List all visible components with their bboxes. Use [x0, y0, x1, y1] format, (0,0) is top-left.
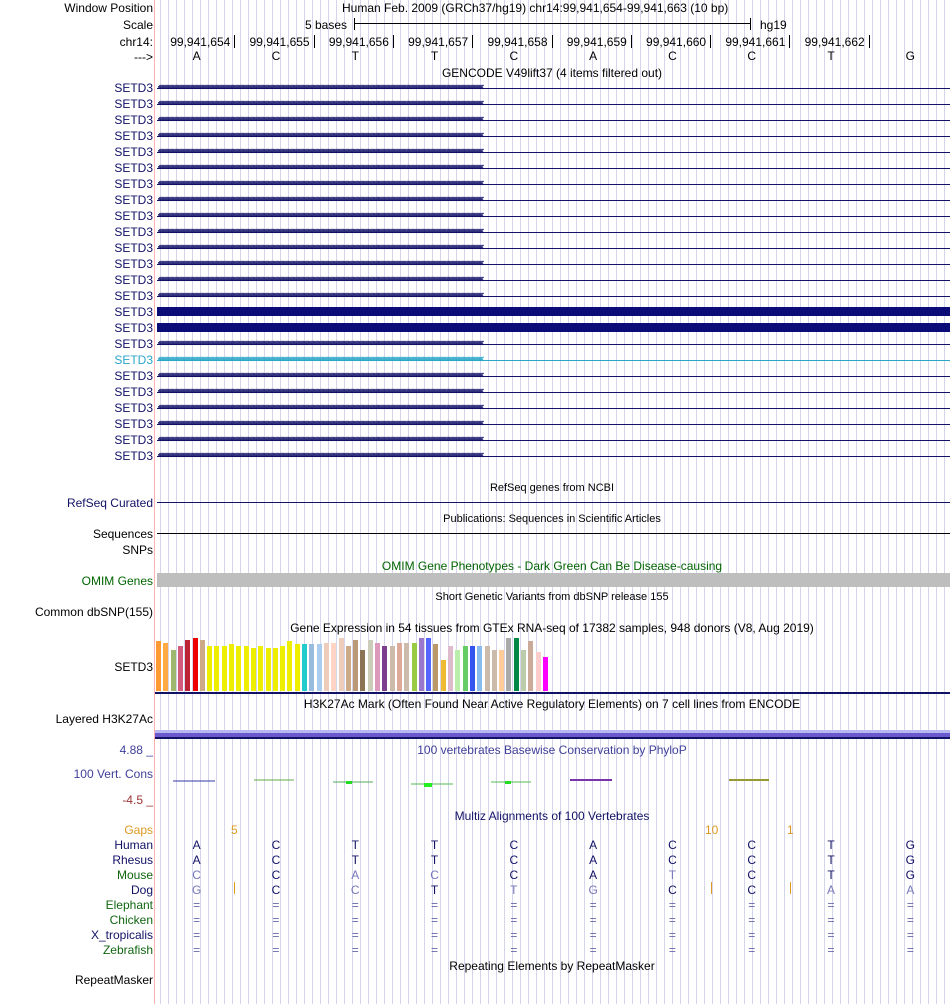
gap-number-2: 10: [705, 823, 719, 837]
alignment-base: =: [431, 928, 439, 942]
alignment-base: =: [589, 943, 597, 957]
alignment-base: C: [271, 853, 281, 867]
repeatmasker-label[interactable]: RepeatMasker: [74, 973, 153, 987]
gtex-tissue-bar[interactable]: [528, 641, 533, 691]
gtex-tissue-bar[interactable]: [317, 644, 322, 691]
phylop-graph[interactable]: [155, 772, 950, 790]
alignment-base: T: [430, 838, 439, 852]
alignment-base: G: [588, 883, 598, 897]
gtex-tissue-bar[interactable]: [229, 644, 234, 691]
alignment-base: =: [748, 913, 756, 927]
alignment-base: =: [668, 898, 676, 912]
gtex-tissue-bar[interactable]: [185, 640, 190, 691]
gtex-tissue-bar[interactable]: [171, 650, 176, 691]
alignment-base: =: [827, 928, 835, 942]
gtex-tissue-bar[interactable]: [324, 643, 329, 691]
gtex-baseline: [155, 692, 950, 694]
alignment-base: =: [827, 898, 835, 912]
alignment-base: =: [510, 928, 518, 942]
sequence-base: C: [668, 49, 677, 63]
gtex-tissue-bar[interactable]: [390, 646, 395, 691]
alignment-base: =: [906, 928, 914, 942]
omim-track-title[interactable]: OMIM Gene Phenotypes - Dark Green Can Be Disease-causing: [381, 559, 723, 573]
dbsnp-track-title[interactable]: Short Genetic Variants from dbSNP release 155: [435, 591, 669, 603]
gtex-tissue-bar[interactable]: [426, 638, 431, 691]
alignment-base: =: [668, 913, 676, 927]
alignment-base: =: [272, 928, 280, 942]
gap-number-3: 1: [787, 823, 794, 837]
alignment-base: C: [747, 838, 757, 852]
gencode-intron-line[interactable]: ‹‹‹‹‹‹‹‹‹‹‹‹‹‹‹‹‹‹‹‹‹‹‹‹‹‹‹‹‹‹‹‹‹‹‹‹‹‹‹‹‹‹‹‹‹‹‹‹‹‹‹‹‹‹‹‹‹‹‹‹‹‹‹‹‹‹‹‹‹‹‹‹‹‹‹‹‹‹‹‹‹‹‹‹‹‹‹‹‹‹‹‹‹‹‹‹‹‹‹‹‹‹‹‹‹‹‹‹‹‹‹‹‹‹‹‹‹‹‹‹‹‹‹‹‹‹‹‹‹‹‹‹‹‹‹‹‹‹‹‹‹‹‹‹‹‹‹‹‹‹‹‹‹‹‹‹‹‹‹‹‹‹‹‹‹‹‹‹‹‹‹‹‹‹‹‹‹‹‹‹‹‹‹‹‹‹‹‹‹‹‹‹‹‹‹‹‹‹‹‹‹‹‹‹‹‹‹‹‹‹‹‹‹‹‹‹‹‹‹‹‹‹‹‹‹‹‹‹‹‹‹‹‹‹‹‹‹‹‹‹‹‹‹‹‹‹‹‹‹‹‹‹‹‹‹‹‹‹‹‹: [157, 418, 950, 430]
alignment-base: =: [668, 943, 676, 957]
phylop-track-title[interactable]: 100 vertebrates Basewise Conservation by PhyloP: [417, 743, 687, 757]
h3k27ac-layer-3: [155, 737, 950, 739]
alignment-base: C: [509, 853, 519, 867]
gencode-gene-label[interactable]: SETD3: [114, 321, 153, 335]
alignment-base: T: [827, 868, 835, 882]
gencode-track-title[interactable]: GENCODE V49lift37 (4 items filtered out): [441, 66, 663, 80]
gencode-intron-line[interactable]: ‹‹‹‹‹‹‹‹‹‹‹‹‹‹‹‹‹‹‹‹‹‹‹‹‹‹‹‹‹‹‹‹‹‹‹‹‹‹‹‹‹‹‹‹‹‹‹‹‹‹‹‹‹‹‹‹‹‹‹‹‹‹‹‹‹‹‹‹‹‹‹‹‹‹‹‹‹‹‹‹‹‹‹‹‹‹‹‹‹‹‹‹‹‹‹‹‹‹‹‹‹‹‹‹‹‹‹‹‹‹‹‹‹‹‹‹‹‹‹‹‹‹‹‹‹‹‹‹‹‹‹‹‹‹‹‹‹‹‹‹‹‹‹‹‹‹‹‹‹‹‹‹‹‹‹‹‹‹‹‹‹‹‹‹‹‹‹‹‹‹‹‹‹‹‹‹‹‹‹‹‹‹‹‹‹‹‹‹‹‹‹‹‹‹‹‹‹‹‹‹‹‹‹‹‹‹‹‹‹‹‹‹‹‹‹‹‹‹‹‹‹‹‹‹‹‹‹‹‹‹‹‹‹‹‹‹‹‹‹‹‹‹‹‹‹‹‹‹‹‹‹‹‹‹‹‹‹‹‹‹: [157, 162, 950, 174]
gtex-tissue-bar[interactable]: [178, 646, 183, 691]
omim-feature-bar[interactable]: [157, 573, 950, 587]
position-tick-label: 99,941,654: [170, 35, 231, 49]
alignment-base: G: [905, 838, 916, 852]
alignment-base: C: [668, 883, 677, 897]
gtex-tissue-bar[interactable]: [266, 648, 271, 691]
gencode-intron-line[interactable]: ‹‹‹‹‹‹‹‹‹‹‹‹‹‹‹‹‹‹‹‹‹‹‹‹‹‹‹‹‹‹‹‹‹‹‹‹‹‹‹‹‹‹‹‹‹‹‹‹‹‹‹‹‹‹‹‹‹‹‹‹‹‹‹‹‹‹‹‹‹‹‹‹‹‹‹‹‹‹‹‹‹‹‹‹‹‹‹‹‹‹‹‹‹‹‹‹‹‹‹‹‹‹‹‹‹‹‹‹‹‹‹‹‹‹‹‹‹‹‹‹‹‹‹‹‹‹‹‹‹‹‹‹‹‹‹‹‹‹‹‹‹‹‹‹‹‹‹‹‹‹‹‹‹‹‹‹‹‹‹‹‹‹‹‹‹‹‹‹‹‹‹‹‹‹‹‹‹‹‹‹‹‹‹‹‹‹‹‹‹‹‹‹‹‹‹‹‹‹‹‹‹‹‹‹‹‹‹‹‹‹‹‹‹‹‹‹‹‹‹‹‹‹‹‹‹‹‹‹‹‹‹‹‹‹‹‹‹‹‹‹‹‹‹‹‹‹‹‹‹‹‹‹‹‹‹‹‹‹‹‹: [157, 242, 950, 254]
dbsnp-label[interactable]: Common dbSNP(155): [34, 605, 153, 619]
gencode-gene-label[interactable]: SETD3: [114, 305, 153, 319]
gtex-tissue-bar[interactable]: [244, 646, 249, 691]
phylop-label[interactable]: 100 Vert. Cons: [73, 767, 153, 781]
gencode-gene-label[interactable]: SETD3: [114, 145, 153, 159]
window-position-label: Window Position: [64, 1, 153, 15]
position-tick-label: 99,941,658: [487, 35, 548, 49]
alignment-base: A: [192, 838, 201, 852]
gtex-tissue-bar[interactable]: [258, 646, 263, 691]
gtex-tissue-bar[interactable]: [521, 650, 526, 691]
gtex-tissue-bar[interactable]: [492, 650, 497, 691]
alignment-base: =: [510, 898, 518, 912]
alignment-base: =: [589, 928, 597, 942]
alignment-base: C: [271, 868, 281, 882]
scale-bar-right-tick: [750, 18, 751, 30]
strand-label: --->: [134, 50, 153, 64]
sequence-base: A: [589, 49, 598, 63]
gencode-intron-line[interactable]: ‹‹‹‹‹‹‹‹‹‹‹‹‹‹‹‹‹‹‹‹‹‹‹‹‹‹‹‹‹‹‹‹‹‹‹‹‹‹‹‹‹‹‹‹‹‹‹‹‹‹‹‹‹‹‹‹‹‹‹‹‹‹‹‹‹‹‹‹‹‹‹‹‹‹‹‹‹‹‹‹‹‹‹‹‹‹‹‹‹‹‹‹‹‹‹‹‹‹‹‹‹‹‹‹‹‹‹‹‹‹‹‹‹‹‹‹‹‹‹‹‹‹‹‹‹‹‹‹‹‹‹‹‹‹‹‹‹‹‹‹‹‹‹‹‹‹‹‹‹‹‹‹‹‹‹‹‹‹‹‹‹‹‹‹‹‹‹‹‹‹‹‹‹‹‹‹‹‹‹‹‹‹‹‹‹‹‹‹‹‹‹‹‹‹‹‹‹‹‹‹‹‹‹‹‹‹‹‹‹‹‹‹‹‹‹‹‹‹‹‹‹‹‹‹‹‹‹‹‹‹‹‹‹‹‹‹‹‹‹‹‹‹‹‹‹‹‹‹‹‹‹‹‹‹‹‹‹‹‹‹: [157, 210, 950, 222]
gtex-tissue-bar[interactable]: [485, 646, 490, 691]
gtex-tissue-bar[interactable]: [368, 640, 373, 691]
position-tick-label: 99,941,660: [646, 35, 707, 49]
species-label-human[interactable]: Human: [114, 838, 153, 852]
gencode-gene-label[interactable]: SETD3: [114, 289, 153, 303]
dog-insertion-3: [790, 882, 791, 894]
alignment-base: =: [351, 928, 359, 942]
alignment-base: =: [272, 913, 280, 927]
snps-label[interactable]: SNPs: [122, 543, 153, 557]
gencode-gene-label[interactable]: SETD3: [114, 433, 153, 447]
gencode-gene-label[interactable]: SETD3: [114, 273, 153, 287]
label-divider: [154, 0, 155, 1004]
gencode-intron-line[interactable]: ‹‹‹‹‹‹‹‹‹‹‹‹‹‹‹‹‹‹‹‹‹‹‹‹‹‹‹‹‹‹‹‹‹‹‹‹‹‹‹‹‹‹‹‹‹‹‹‹‹‹‹‹‹‹‹‹‹‹‹‹‹‹‹‹‹‹‹‹‹‹‹‹‹‹‹‹‹‹‹‹‹‹‹‹‹‹‹‹‹‹‹‹‹‹‹‹‹‹‹‹‹‹‹‹‹‹‹‹‹‹‹‹‹‹‹‹‹‹‹‹‹‹‹‹‹‹‹‹‹‹‹‹‹‹‹‹‹‹‹‹‹‹‹‹‹‹‹‹‹‹‹‹‹‹‹‹‹‹‹‹‹‹‹‹‹‹‹‹‹‹‹‹‹‹‹‹‹‹‹‹‹‹‹‹‹‹‹‹‹‹‹‹‹‹‹‹‹‹‹‹‹‹‹‹‹‹‹‹‹‹‹‹‹‹‹‹‹‹‹‹‹‹‹‹‹‹‹‹‹‹‹‹‹‹‹‹‹‹‹‹‹‹‹‹‹‹‹‹‹‹‹‹‹‹‹‹‹‹‹‹: [157, 194, 950, 206]
dog-insertion-1: [234, 882, 235, 894]
gencode-intron-line[interactable]: ‹‹‹‹‹‹‹‹‹‹‹‹‹‹‹‹‹‹‹‹‹‹‹‹‹‹‹‹‹‹‹‹‹‹‹‹‹‹‹‹‹‹‹‹‹‹‹‹‹‹‹‹‹‹‹‹‹‹‹‹‹‹‹‹‹‹‹‹‹‹‹‹‹‹‹‹‹‹‹‹‹‹‹‹‹‹‹‹‹‹‹‹‹‹‹‹‹‹‹‹‹‹‹‹‹‹‹‹‹‹‹‹‹‹‹‹‹‹‹‹‹‹‹‹‹‹‹‹‹‹‹‹‹‹‹‹‹‹‹‹‹‹‹‹‹‹‹‹‹‹‹‹‹‹‹‹‹‹‹‹‹‹‹‹‹‹‹‹‹‹‹‹‹‹‹‹‹‹‹‹‹‹‹‹‹‹‹‹‹‹‹‹‹‹‹‹‹‹‹‹‹‹‹‹‹‹‹‹‹‹‹‹‹‹‹‹‹‹‹‹‹‹‹‹‹‹‹‹‹‹‹‹‹‹‹‹‹‹‹‹‹‹‹‹‹‹‹‹‹‹‹‹‹‹‹‹‹‹‹‹: [157, 354, 950, 366]
publications-feature-line[interactable]: [157, 533, 950, 534]
gencode-gene-label[interactable]: SETD3: [114, 401, 153, 415]
sequence-base: T: [351, 49, 359, 63]
position-tick-label: 99,941,656: [328, 35, 389, 49]
alignment-base: =: [827, 913, 835, 927]
sequence-base: T: [430, 49, 439, 63]
gtex-tissue-bar[interactable]: [353, 640, 358, 691]
alignment-base: =: [748, 943, 756, 957]
gencode-intron-line[interactable]: ‹‹‹‹‹‹‹‹‹‹‹‹‹‹‹‹‹‹‹‹‹‹‹‹‹‹‹‹‹‹‹‹‹‹‹‹‹‹‹‹‹‹‹‹‹‹‹‹‹‹‹‹‹‹‹‹‹‹‹‹‹‹‹‹‹‹‹‹‹‹‹‹‹‹‹‹‹‹‹‹‹‹‹‹‹‹‹‹‹‹‹‹‹‹‹‹‹‹‹‹‹‹‹‹‹‹‹‹‹‹‹‹‹‹‹‹‹‹‹‹‹‹‹‹‹‹‹‹‹‹‹‹‹‹‹‹‹‹‹‹‹‹‹‹‹‹‹‹‹‹‹‹‹‹‹‹‹‹‹‹‹‹‹‹‹‹‹‹‹‹‹‹‹‹‹‹‹‹‹‹‹‹‹‹‹‹‹‹‹‹‹‹‹‹‹‹‹‹‹‹‹‹‹‹‹‹‹‹‹‹‹‹‹‹‹‹‹‹‹‹‹‹‹‹‹‹‹‹‹‹‹‹‹‹‹‹‹‹‹‹‹‹‹‹‹‹‹‹‹‹‹‹‹‹‹‹‹‹‹‹: [157, 98, 950, 110]
species-label-x_tropicalis[interactable]: X_tropicalis: [90, 928, 153, 942]
alignment-base: =: [272, 898, 280, 912]
alignment-base: =: [510, 943, 518, 957]
gencode-gene-label[interactable]: SETD3: [114, 241, 153, 255]
position-tick-label: 99,941,662: [804, 35, 865, 49]
gencode-intron-line[interactable]: ‹‹‹‹‹‹‹‹‹‹‹‹‹‹‹‹‹‹‹‹‹‹‹‹‹‹‹‹‹‹‹‹‹‹‹‹‹‹‹‹‹‹‹‹‹‹‹‹‹‹‹‹‹‹‹‹‹‹‹‹‹‹‹‹‹‹‹‹‹‹‹‹‹‹‹‹‹‹‹‹‹‹‹‹‹‹‹‹‹‹‹‹‹‹‹‹‹‹‹‹‹‹‹‹‹‹‹‹‹‹‹‹‹‹‹‹‹‹‹‹‹‹‹‹‹‹‹‹‹‹‹‹‹‹‹‹‹‹‹‹‹‹‹‹‹‹‹‹‹‹‹‹‹‹‹‹‹‹‹‹‹‹‹‹‹‹‹‹‹‹‹‹‹‹‹‹‹‹‹‹‹‹‹‹‹‹‹‹‹‹‹‹‹‹‹‹‹‹‹‹‹‹‹‹‹‹‹‹‹‹‹‹‹‹‹‹‹‹‹‹‹‹‹‹‹‹‹‹‹‹‹‹‹‹‹‹‹‹‹‹‹‹‹‹‹‹‹‹‹‹‹‹‹‹‹‹‹‹‹‹: [157, 82, 950, 94]
alignment-base: =: [589, 913, 597, 927]
sequence-base: C: [509, 49, 519, 63]
scale-bar-left-tick: [354, 18, 355, 30]
gencode-intron-line[interactable]: ‹‹‹‹‹‹‹‹‹‹‹‹‹‹‹‹‹‹‹‹‹‹‹‹‹‹‹‹‹‹‹‹‹‹‹‹‹‹‹‹‹‹‹‹‹‹‹‹‹‹‹‹‹‹‹‹‹‹‹‹‹‹‹‹‹‹‹‹‹‹‹‹‹‹‹‹‹‹‹‹‹‹‹‹‹‹‹‹‹‹‹‹‹‹‹‹‹‹‹‹‹‹‹‹‹‹‹‹‹‹‹‹‹‹‹‹‹‹‹‹‹‹‹‹‹‹‹‹‹‹‹‹‹‹‹‹‹‹‹‹‹‹‹‹‹‹‹‹‹‹‹‹‹‹‹‹‹‹‹‹‹‹‹‹‹‹‹‹‹‹‹‹‹‹‹‹‹‹‹‹‹‹‹‹‹‹‹‹‹‹‹‹‹‹‹‹‹‹‹‹‹‹‹‹‹‹‹‹‹‹‹‹‹‹‹‹‹‹‹‹‹‹‹‹‹‹‹‹‹‹‹‹‹‹‹‹‹‹‹‹‹‹‹‹‹‹‹‹‹‹‹‹‹‹‹‹‹‹‹‹: [157, 178, 950, 190]
gtex-tissue-bar[interactable]: [397, 643, 402, 691]
assembly-position-text[interactable]: Human Feb. 2009 (GRCh37/hg19) chr14:99,941,654-99,941,663 (10 bp): [342, 1, 729, 15]
gencode-gene-label[interactable]: SETD3: [114, 337, 153, 351]
phylop-peak-5: [505, 781, 511, 784]
species-label-zebrafish[interactable]: Zebrafish: [102, 943, 153, 957]
sequence-base: T: [827, 49, 835, 63]
publications-label[interactable]: Sequences: [92, 527, 153, 541]
gtex-tissue-bar[interactable]: [302, 644, 307, 691]
gtex-tissue-bar[interactable]: [346, 646, 351, 691]
alignment-base: C: [192, 868, 201, 882]
multiz-track-title[interactable]: Multiz Alignments of 100 Vertebrates: [454, 809, 650, 823]
dog-insertion-2: [711, 882, 712, 894]
gencode-intron-line[interactable]: ‹‹‹‹‹‹‹‹‹‹‹‹‹‹‹‹‹‹‹‹‹‹‹‹‹‹‹‹‹‹‹‹‹‹‹‹‹‹‹‹‹‹‹‹‹‹‹‹‹‹‹‹‹‹‹‹‹‹‹‹‹‹‹‹‹‹‹‹‹‹‹‹‹‹‹‹‹‹‹‹‹‹‹‹‹‹‹‹‹‹‹‹‹‹‹‹‹‹‹‹‹‹‹‹‹‹‹‹‹‹‹‹‹‹‹‹‹‹‹‹‹‹‹‹‹‹‹‹‹‹‹‹‹‹‹‹‹‹‹‹‹‹‹‹‹‹‹‹‹‹‹‹‹‹‹‹‹‹‹‹‹‹‹‹‹‹‹‹‹‹‹‹‹‹‹‹‹‹‹‹‹‹‹‹‹‹‹‹‹‹‹‹‹‹‹‹‹‹‹‹‹‹‹‹‹‹‹‹‹‹‹‹‹‹‹‹‹‹‹‹‹‹‹‹‹‹‹‹‹‹‹‹‹‹‹‹‹‹‹‹‹‹‹‹‹‹‹‹‹‹‹‹‹‹‹‹‹‹‹‹: [157, 450, 950, 462]
phylop-min-label: -4.5 _: [122, 793, 153, 807]
gencode-intron-line[interactable]: ‹‹‹‹‹‹‹‹‹‹‹‹‹‹‹‹‹‹‹‹‹‹‹‹‹‹‹‹‹‹‹‹‹‹‹‹‹‹‹‹‹‹‹‹‹‹‹‹‹‹‹‹‹‹‹‹‹‹‹‹‹‹‹‹‹‹‹‹‹‹‹‹‹‹‹‹‹‹‹‹‹‹‹‹‹‹‹‹‹‹‹‹‹‹‹‹‹‹‹‹‹‹‹‹‹‹‹‹‹‹‹‹‹‹‹‹‹‹‹‹‹‹‹‹‹‹‹‹‹‹‹‹‹‹‹‹‹‹‹‹‹‹‹‹‹‹‹‹‹‹‹‹‹‹‹‹‹‹‹‹‹‹‹‹‹‹‹‹‹‹‹‹‹‹‹‹‹‹‹‹‹‹‹‹‹‹‹‹‹‹‹‹‹‹‹‹‹‹‹‹‹‹‹‹‹‹‹‹‹‹‹‹‹‹‹‹‹‹‹‹‹‹‹‹‹‹‹‹‹‹‹‹‹‹‹‹‹‹‹‹‹‹‹‹‹‹‹‹‹‹‹‹‹‹‹‹‹‹‹‹: [157, 146, 950, 158]
scale-label: Scale: [122, 18, 153, 32]
alignment-base: C: [747, 868, 757, 882]
gencode-gene-label[interactable]: SETD3: [114, 129, 153, 143]
species-label-dog[interactable]: Dog: [130, 883, 153, 897]
phylop-peak-3: [346, 781, 352, 784]
alignment-base: =: [906, 943, 914, 957]
gencode-gene-label[interactable]: SETD3: [114, 113, 153, 127]
h3k27ac-label[interactable]: Layered H3K27Ac: [55, 712, 153, 726]
gencode-gene-label[interactable]: SETD3: [114, 257, 153, 271]
gtex-tissue-bar[interactable]: [360, 650, 365, 691]
gencode-gene-label[interactable]: SETD3: [114, 177, 153, 191]
alignment-base: G: [905, 868, 916, 882]
alignment-base: C: [668, 838, 677, 852]
publications-track-title[interactable]: Publications: Sequences in Scientific Articles: [443, 513, 661, 525]
gtex-expression-chart[interactable]: [156, 638, 556, 691]
gencode-intron-line[interactable]: ‹‹‹‹‹‹‹‹‹‹‹‹‹‹‹‹‹‹‹‹‹‹‹‹‹‹‹‹‹‹‹‹‹‹‹‹‹‹‹‹‹‹‹‹‹‹‹‹‹‹‹‹‹‹‹‹‹‹‹‹‹‹‹‹‹‹‹‹‹‹‹‹‹‹‹‹‹‹‹‹‹‹‹‹‹‹‹‹‹‹‹‹‹‹‹‹‹‹‹‹‹‹‹‹‹‹‹‹‹‹‹‹‹‹‹‹‹‹‹‹‹‹‹‹‹‹‹‹‹‹‹‹‹‹‹‹‹‹‹‹‹‹‹‹‹‹‹‹‹‹‹‹‹‹‹‹‹‹‹‹‹‹‹‹‹‹‹‹‹‹‹‹‹‹‹‹‹‹‹‹‹‹‹‹‹‹‹‹‹‹‹‹‹‹‹‹‹‹‹‹‹‹‹‹‹‹‹‹‹‹‹‹‹‹‹‹‹‹‹‹‹‹‹‹‹‹‹‹‹‹‹‹‹‹‹‹‹‹‹‹‹‹‹‹‹‹‹‹‹‹‹‹‹‹‹‹‹‹‹‹: [157, 274, 950, 286]
gtex-tissue-bar[interactable]: [536, 652, 541, 691]
gencode-intron-line[interactable]: ‹‹‹‹‹‹‹‹‹‹‹‹‹‹‹‹‹‹‹‹‹‹‹‹‹‹‹‹‹‹‹‹‹‹‹‹‹‹‹‹‹‹‹‹‹‹‹‹‹‹‹‹‹‹‹‹‹‹‹‹‹‹‹‹‹‹‹‹‹‹‹‹‹‹‹‹‹‹‹‹‹‹‹‹‹‹‹‹‹‹‹‹‹‹‹‹‹‹‹‹‹‹‹‹‹‹‹‹‹‹‹‹‹‹‹‹‹‹‹‹‹‹‹‹‹‹‹‹‹‹‹‹‹‹‹‹‹‹‹‹‹‹‹‹‹‹‹‹‹‹‹‹‹‹‹‹‹‹‹‹‹‹‹‹‹‹‹‹‹‹‹‹‹‹‹‹‹‹‹‹‹‹‹‹‹‹‹‹‹‹‹‹‹‹‹‹‹‹‹‹‹‹‹‹‹‹‹‹‹‹‹‹‹‹‹‹‹‹‹‹‹‹‹‹‹‹‹‹‹‹‹‹‹‹‹‹‹‹‹‹‹‹‹‹‹‹‹‹‹‹‹‹‹‹‹‹‹‹‹‹: [157, 338, 950, 350]
alignment-base: =: [668, 928, 676, 942]
position-tick-label: 99,941,655: [249, 35, 310, 49]
phylop-max-label: 4.88 _: [119, 743, 153, 757]
gtex-tissue-bar[interactable]: [331, 643, 336, 691]
refseq-feature-line[interactable]: [157, 502, 950, 503]
alignment-base: =: [906, 913, 914, 927]
scale-bar: [354, 23, 750, 24]
gencode-gene-label[interactable]: SETD3: [114, 353, 153, 367]
gtex-tissue-bar[interactable]: [163, 643, 168, 691]
gtex-tissue-bar[interactable]: [236, 646, 241, 691]
species-label-chicken[interactable]: Chicken: [109, 913, 153, 927]
alignment-base: A: [589, 868, 598, 882]
alignment-base: =: [272, 943, 280, 957]
species-label-elephant[interactable]: Elephant: [105, 898, 153, 912]
gaps-label: Gaps: [124, 823, 153, 837]
gtex-tissue-bar[interactable]: [156, 641, 161, 691]
gtex-tissue-bar[interactable]: [455, 650, 460, 691]
gencode-intron-line[interactable]: ‹‹‹‹‹‹‹‹‹‹‹‹‹‹‹‹‹‹‹‹‹‹‹‹‹‹‹‹‹‹‹‹‹‹‹‹‹‹‹‹‹‹‹‹‹‹‹‹‹‹‹‹‹‹‹‹‹‹‹‹‹‹‹‹‹‹‹‹‹‹‹‹‹‹‹‹‹‹‹‹‹‹‹‹‹‹‹‹‹‹‹‹‹‹‹‹‹‹‹‹‹‹‹‹‹‹‹‹‹‹‹‹‹‹‹‹‹‹‹‹‹‹‹‹‹‹‹‹‹‹‹‹‹‹‹‹‹‹‹‹‹‹‹‹‹‹‹‹‹‹‹‹‹‹‹‹‹‹‹‹‹‹‹‹‹‹‹‹‹‹‹‹‹‹‹‹‹‹‹‹‹‹‹‹‹‹‹‹‹‹‹‹‹‹‹‹‹‹‹‹‹‹‹‹‹‹‹‹‹‹‹‹‹‹‹‹‹‹‹‹‹‹‹‹‹‹‹‹‹‹‹‹‹‹‹‹‹‹‹‹‹‹‹‹‹‹‹‹‹‹‹‹‹‹‹‹‹‹‹‹: [157, 386, 950, 398]
position-tick-label: 99,941,659: [566, 35, 627, 49]
gencode-intron-line[interactable]: ‹‹‹‹‹‹‹‹‹‹‹‹‹‹‹‹‹‹‹‹‹‹‹‹‹‹‹‹‹‹‹‹‹‹‹‹‹‹‹‹‹‹‹‹‹‹‹‹‹‹‹‹‹‹‹‹‹‹‹‹‹‹‹‹‹‹‹‹‹‹‹‹‹‹‹‹‹‹‹‹‹‹‹‹‹‹‹‹‹‹‹‹‹‹‹‹‹‹‹‹‹‹‹‹‹‹‹‹‹‹‹‹‹‹‹‹‹‹‹‹‹‹‹‹‹‹‹‹‹‹‹‹‹‹‹‹‹‹‹‹‹‹‹‹‹‹‹‹‹‹‹‹‹‹‹‹‹‹‹‹‹‹‹‹‹‹‹‹‹‹‹‹‹‹‹‹‹‹‹‹‹‹‹‹‹‹‹‹‹‹‹‹‹‹‹‹‹‹‹‹‹‹‹‹‹‹‹‹‹‹‹‹‹‹‹‹‹‹‹‹‹‹‹‹‹‹‹‹‹‹‹‹‹‹‹‹‹‹‹‹‹‹‹‹‹‹‹‹‹‹‹‹‹‹‹‹‹‹‹‹: [157, 402, 950, 414]
alignment-base: =: [193, 928, 201, 942]
gtex-tissue-bar[interactable]: [214, 646, 219, 691]
alignment-base: =: [193, 913, 201, 927]
alignment-base: =: [193, 898, 201, 912]
refseq-label[interactable]: RefSeq Curated: [66, 496, 153, 510]
gtex-tissue-bar[interactable]: [514, 638, 519, 691]
alignment-base: =: [351, 943, 359, 957]
alignment-base: C: [271, 883, 281, 897]
position-tick: [869, 35, 870, 48]
gtex-tissue-bar[interactable]: [222, 646, 227, 691]
alignment-base: C: [430, 868, 439, 882]
alignment-base: =: [351, 913, 359, 927]
alignment-base: =: [748, 928, 756, 942]
scale-db-text: hg19: [760, 18, 787, 32]
gtex-tissue-bar[interactable]: [382, 646, 387, 691]
gtex-tissue-bar[interactable]: [419, 638, 424, 691]
gtex-tissue-bar[interactable]: [251, 648, 256, 691]
alignment-base: =: [431, 898, 439, 912]
gtex-tissue-bar[interactable]: [412, 643, 417, 691]
gencode-exon-block[interactable]: [157, 307, 950, 316]
gtex-track-title[interactable]: Gene Expression in 54 tissues from GTEx RNA-seq of 17382 samples, 948 donors (V8, Aug 2019): [290, 621, 814, 635]
gencode-intron-line[interactable]: ‹‹‹‹‹‹‹‹‹‹‹‹‹‹‹‹‹‹‹‹‹‹‹‹‹‹‹‹‹‹‹‹‹‹‹‹‹‹‹‹‹‹‹‹‹‹‹‹‹‹‹‹‹‹‹‹‹‹‹‹‹‹‹‹‹‹‹‹‹‹‹‹‹‹‹‹‹‹‹‹‹‹‹‹‹‹‹‹‹‹‹‹‹‹‹‹‹‹‹‹‹‹‹‹‹‹‹‹‹‹‹‹‹‹‹‹‹‹‹‹‹‹‹‹‹‹‹‹‹‹‹‹‹‹‹‹‹‹‹‹‹‹‹‹‹‹‹‹‹‹‹‹‹‹‹‹‹‹‹‹‹‹‹‹‹‹‹‹‹‹‹‹‹‹‹‹‹‹‹‹‹‹‹‹‹‹‹‹‹‹‹‹‹‹‹‹‹‹‹‹‹‹‹‹‹‹‹‹‹‹‹‹‹‹‹‹‹‹‹‹‹‹‹‹‹‹‹‹‹‹‹‹‹‹‹‹‹‹‹‹‹‹‹‹‹‹‹‹‹‹‹‹‹‹‹‹‹‹‹‹: [157, 130, 950, 142]
gencode-gene-label[interactable]: SETD3: [114, 97, 153, 111]
gencode-intron-line[interactable]: ‹‹‹‹‹‹‹‹‹‹‹‹‹‹‹‹‹‹‹‹‹‹‹‹‹‹‹‹‹‹‹‹‹‹‹‹‹‹‹‹‹‹‹‹‹‹‹‹‹‹‹‹‹‹‹‹‹‹‹‹‹‹‹‹‹‹‹‹‹‹‹‹‹‹‹‹‹‹‹‹‹‹‹‹‹‹‹‹‹‹‹‹‹‹‹‹‹‹‹‹‹‹‹‹‹‹‹‹‹‹‹‹‹‹‹‹‹‹‹‹‹‹‹‹‹‹‹‹‹‹‹‹‹‹‹‹‹‹‹‹‹‹‹‹‹‹‹‹‹‹‹‹‹‹‹‹‹‹‹‹‹‹‹‹‹‹‹‹‹‹‹‹‹‹‹‹‹‹‹‹‹‹‹‹‹‹‹‹‹‹‹‹‹‹‹‹‹‹‹‹‹‹‹‹‹‹‹‹‹‹‹‹‹‹‹‹‹‹‹‹‹‹‹‹‹‹‹‹‹‹‹‹‹‹‹‹‹‹‹‹‹‹‹‹‹‹‹‹‹‹‹‹‹‹‹‹‹‹‹‹: [157, 434, 950, 446]
gtex-tissue-bar[interactable]: [193, 638, 198, 691]
gencode-exon-block[interactable]: [157, 323, 950, 332]
gap-number-1: 5: [231, 823, 238, 837]
gtex-tissue-bar[interactable]: [506, 638, 511, 691]
alignment-base: =: [431, 913, 439, 927]
gencode-intron-line[interactable]: ‹‹‹‹‹‹‹‹‹‹‹‹‹‹‹‹‹‹‹‹‹‹‹‹‹‹‹‹‹‹‹‹‹‹‹‹‹‹‹‹‹‹‹‹‹‹‹‹‹‹‹‹‹‹‹‹‹‹‹‹‹‹‹‹‹‹‹‹‹‹‹‹‹‹‹‹‹‹‹‹‹‹‹‹‹‹‹‹‹‹‹‹‹‹‹‹‹‹‹‹‹‹‹‹‹‹‹‹‹‹‹‹‹‹‹‹‹‹‹‹‹‹‹‹‹‹‹‹‹‹‹‹‹‹‹‹‹‹‹‹‹‹‹‹‹‹‹‹‹‹‹‹‹‹‹‹‹‹‹‹‹‹‹‹‹‹‹‹‹‹‹‹‹‹‹‹‹‹‹‹‹‹‹‹‹‹‹‹‹‹‹‹‹‹‹‹‹‹‹‹‹‹‹‹‹‹‹‹‹‹‹‹‹‹‹‹‹‹‹‹‹‹‹‹‹‹‹‹‹‹‹‹‹‹‹‹‹‹‹‹‹‹‹‹‹‹‹‹‹‹‹‹‹‹‹‹‹‹‹‹: [157, 258, 950, 270]
gtex-tissue-bar[interactable]: [339, 638, 344, 691]
sequence-base: C: [747, 49, 757, 63]
gencode-intron-line[interactable]: ‹‹‹‹‹‹‹‹‹‹‹‹‹‹‹‹‹‹‹‹‹‹‹‹‹‹‹‹‹‹‹‹‹‹‹‹‹‹‹‹‹‹‹‹‹‹‹‹‹‹‹‹‹‹‹‹‹‹‹‹‹‹‹‹‹‹‹‹‹‹‹‹‹‹‹‹‹‹‹‹‹‹‹‹‹‹‹‹‹‹‹‹‹‹‹‹‹‹‹‹‹‹‹‹‹‹‹‹‹‹‹‹‹‹‹‹‹‹‹‹‹‹‹‹‹‹‹‹‹‹‹‹‹‹‹‹‹‹‹‹‹‹‹‹‹‹‹‹‹‹‹‹‹‹‹‹‹‹‹‹‹‹‹‹‹‹‹‹‹‹‹‹‹‹‹‹‹‹‹‹‹‹‹‹‹‹‹‹‹‹‹‹‹‹‹‹‹‹‹‹‹‹‹‹‹‹‹‹‹‹‹‹‹‹‹‹‹‹‹‹‹‹‹‹‹‹‹‹‹‹‹‹‹‹‹‹‹‹‹‹‹‹‹‹‹‹‹‹‹‹‹‹‹‹‹‹‹‹‹‹: [157, 226, 950, 238]
gtex-tissue-bar[interactable]: [499, 650, 504, 691]
alignment-base: =: [351, 898, 359, 912]
gtex-tissue-bar[interactable]: [295, 644, 300, 691]
alignment-base: C: [350, 883, 360, 897]
alignment-base: T: [351, 853, 359, 867]
alignment-base: A: [351, 868, 360, 882]
alignment-base: A: [192, 853, 201, 867]
alignment-base: =: [906, 898, 914, 912]
alignment-base: =: [510, 913, 518, 927]
gtex-gene-label[interactable]: SETD3: [114, 660, 153, 674]
gencode-gene-label[interactable]: SETD3: [114, 161, 153, 175]
gencode-gene-label[interactable]: SETD3: [114, 385, 153, 399]
alignment-base: =: [193, 943, 201, 957]
gtex-tissue-bar[interactable]: [309, 644, 314, 691]
alignment-base: T: [827, 838, 835, 852]
gtex-tissue-bar[interactable]: [280, 646, 285, 691]
alignment-base: C: [747, 853, 757, 867]
alignment-base: T: [351, 838, 359, 852]
alignment-base: =: [827, 943, 835, 957]
gencode-gene-label[interactable]: SETD3: [114, 449, 153, 463]
scale-bases-text: 5 bases: [305, 18, 348, 32]
alignment-base: T: [668, 868, 677, 882]
alignment-base: =: [431, 943, 439, 957]
gencode-gene-label[interactable]: SETD3: [114, 369, 153, 383]
alignment-base: A: [589, 838, 598, 852]
alignment-base: C: [509, 838, 519, 852]
gtex-tissue-bar[interactable]: [375, 643, 380, 691]
gtex-tissue-bar[interactable]: [287, 641, 292, 691]
sequence-base: C: [271, 49, 281, 63]
gencode-intron-line[interactable]: ‹‹‹‹‹‹‹‹‹‹‹‹‹‹‹‹‹‹‹‹‹‹‹‹‹‹‹‹‹‹‹‹‹‹‹‹‹‹‹‹‹‹‹‹‹‹‹‹‹‹‹‹‹‹‹‹‹‹‹‹‹‹‹‹‹‹‹‹‹‹‹‹‹‹‹‹‹‹‹‹‹‹‹‹‹‹‹‹‹‹‹‹‹‹‹‹‹‹‹‹‹‹‹‹‹‹‹‹‹‹‹‹‹‹‹‹‹‹‹‹‹‹‹‹‹‹‹‹‹‹‹‹‹‹‹‹‹‹‹‹‹‹‹‹‹‹‹‹‹‹‹‹‹‹‹‹‹‹‹‹‹‹‹‹‹‹‹‹‹‹‹‹‹‹‹‹‹‹‹‹‹‹‹‹‹‹‹‹‹‹‹‹‹‹‹‹‹‹‹‹‹‹‹‹‹‹‹‹‹‹‹‹‹‹‹‹‹‹‹‹‹‹‹‹‹‹‹‹‹‹‹‹‹‹‹‹‹‹‹‹‹‹‹‹‹‹‹‹‹‹‹‹‹‹‹‹‹‹‹‹: [157, 114, 950, 126]
gtex-tissue-bar[interactable]: [441, 660, 446, 691]
gtex-tissue-bar[interactable]: [463, 646, 468, 691]
sequence-base: A: [192, 49, 201, 63]
species-label-rhesus[interactable]: Rhesus: [112, 853, 153, 867]
alignment-base: A: [906, 883, 915, 897]
gencode-gene-label[interactable]: SETD3: [114, 417, 153, 431]
omim-label[interactable]: OMIM Genes: [81, 574, 153, 588]
alignment-base: =: [748, 898, 756, 912]
refseq-track-title[interactable]: RefSeq genes from NCBI: [489, 482, 615, 494]
gtex-tissue-bar[interactable]: [470, 646, 475, 691]
gencode-gene-label[interactable]: SETD3: [114, 193, 153, 207]
position-tick-label: 99,941,661: [725, 35, 786, 49]
alignment-base: T: [430, 883, 439, 897]
gencode-gene-label[interactable]: SETD3: [114, 225, 153, 239]
alignment-base: C: [271, 838, 281, 852]
alignment-base: T: [430, 853, 439, 867]
gtex-tissue-bar[interactable]: [207, 646, 212, 691]
gtex-tissue-bar[interactable]: [404, 643, 409, 691]
species-label-mouse[interactable]: Mouse: [116, 868, 153, 882]
gtex-tissue-bar[interactable]: [433, 644, 438, 691]
gencode-gene-label[interactable]: SETD3: [114, 209, 153, 223]
alignment-base: C: [747, 883, 757, 897]
alignment-base: T: [827, 853, 835, 867]
position-tick-label: 99,941,657: [408, 35, 469, 49]
repeatmasker-track-title[interactable]: Repeating Elements by RepeatMasker: [449, 959, 655, 973]
h3k27ac-track-title[interactable]: H3K27Ac Mark (Often Found Near Active Regulatory Elements) on 7 cell lines from ENCODE: [303, 697, 801, 711]
gtex-tissue-bar[interactable]: [200, 640, 205, 691]
alignment-base: G: [905, 853, 916, 867]
gencode-intron-line[interactable]: ‹‹‹‹‹‹‹‹‹‹‹‹‹‹‹‹‹‹‹‹‹‹‹‹‹‹‹‹‹‹‹‹‹‹‹‹‹‹‹‹‹‹‹‹‹‹‹‹‹‹‹‹‹‹‹‹‹‹‹‹‹‹‹‹‹‹‹‹‹‹‹‹‹‹‹‹‹‹‹‹‹‹‹‹‹‹‹‹‹‹‹‹‹‹‹‹‹‹‹‹‹‹‹‹‹‹‹‹‹‹‹‹‹‹‹‹‹‹‹‹‹‹‹‹‹‹‹‹‹‹‹‹‹‹‹‹‹‹‹‹‹‹‹‹‹‹‹‹‹‹‹‹‹‹‹‹‹‹‹‹‹‹‹‹‹‹‹‹‹‹‹‹‹‹‹‹‹‹‹‹‹‹‹‹‹‹‹‹‹‹‹‹‹‹‹‹‹‹‹‹‹‹‹‹‹‹‹‹‹‹‹‹‹‹‹‹‹‹‹‹‹‹‹‹‹‹‹‹‹‹‹‹‹‹‹‹‹‹‹‹‹‹‹‹‹‹‹‹‹‹‹‹‹‹‹‹‹‹‹‹: [157, 370, 950, 382]
gencode-intron-line[interactable]: ‹‹‹‹‹‹‹‹‹‹‹‹‹‹‹‹‹‹‹‹‹‹‹‹‹‹‹‹‹‹‹‹‹‹‹‹‹‹‹‹‹‹‹‹‹‹‹‹‹‹‹‹‹‹‹‹‹‹‹‹‹‹‹‹‹‹‹‹‹‹‹‹‹‹‹‹‹‹‹‹‹‹‹‹‹‹‹‹‹‹‹‹‹‹‹‹‹‹‹‹‹‹‹‹‹‹‹‹‹‹‹‹‹‹‹‹‹‹‹‹‹‹‹‹‹‹‹‹‹‹‹‹‹‹‹‹‹‹‹‹‹‹‹‹‹‹‹‹‹‹‹‹‹‹‹‹‹‹‹‹‹‹‹‹‹‹‹‹‹‹‹‹‹‹‹‹‹‹‹‹‹‹‹‹‹‹‹‹‹‹‹‹‹‹‹‹‹‹‹‹‹‹‹‹‹‹‹‹‹‹‹‹‹‹‹‹‹‹‹‹‹‹‹‹‹‹‹‹‹‹‹‹‹‹‹‹‹‹‹‹‹‹‹‹‹‹‹‹‹‹‹‹‹‹‹‹‹‹‹‹: [157, 290, 950, 302]
gencode-gene-label[interactable]: SETD3: [114, 81, 153, 95]
alignment-base: A: [589, 853, 598, 867]
alignment-base: C: [668, 853, 677, 867]
gtex-tissue-bar[interactable]: [543, 657, 548, 691]
chrom-label: chr14:: [119, 35, 153, 49]
alignment-base: C: [509, 868, 519, 882]
alignment-base: T: [510, 883, 518, 897]
phylop-peak-4: [424, 783, 432, 787]
gtex-tissue-bar[interactable]: [273, 648, 278, 691]
gtex-tissue-bar[interactable]: [448, 646, 453, 691]
gtex-tissue-bar[interactable]: [477, 646, 482, 691]
alignment-base: G: [191, 883, 202, 897]
sequence-base: G: [905, 49, 916, 63]
alignment-base: =: [589, 898, 597, 912]
alignment-base: A: [827, 883, 836, 897]
